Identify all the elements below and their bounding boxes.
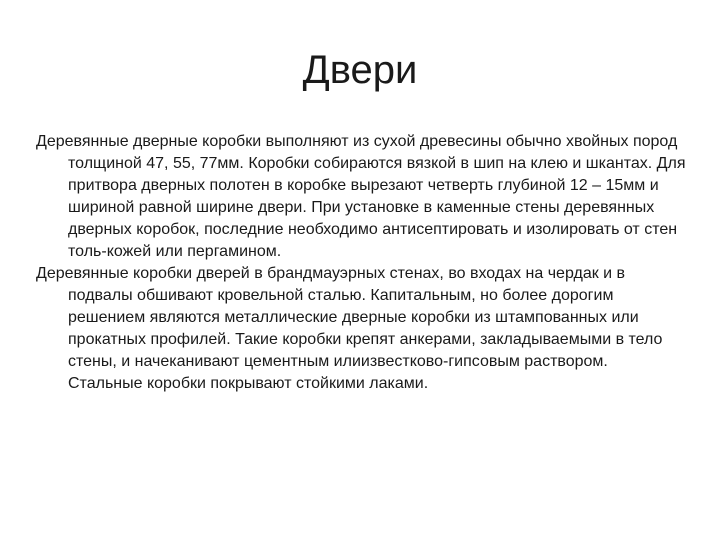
slide-title: Двери	[302, 48, 418, 92]
paragraph-metal-frames: Деревянные коробки дверей в брандмауэрных стенах, во входах на чердак и в подвалы обшивают кровельной сталью. Капитальным, но более дорогим решением являются металлические дверные коробки из штампованных или прокатных профилей. Такие коробки крепят анкерами, закладываемыми в тело стены, и начеканивают цементным илиизвестково-гипсовым раствором. Стальные коробки покрывают стойкими лаками.	[36, 265, 663, 392]
paragraph-wooden-frames: Деревянные дверные коробки выполняют из сухой древесины обычно хвойных пород толщиной 47, 55, 77мм. Коробки собираются вязкой в шип на клею и шкантах. Для притвора дверных полотен в коробке вырезают четверть глубиной 12 – 15мм и шириной равной ширине двери. При установке в каменные стены деревянных дверных коробок, последние необходимо антисептировать и изолировать от стен толь-кожей или пергамином.	[36, 133, 686, 260]
slide-body	[36, 131, 686, 395]
